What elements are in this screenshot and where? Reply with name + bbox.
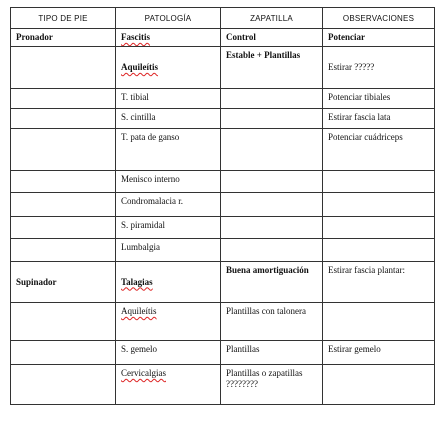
cell-patologia: T. pata de ganso bbox=[116, 129, 221, 171]
cell-tipo bbox=[11, 193, 116, 217]
cell-observaciones bbox=[323, 365, 435, 405]
cell-tipo bbox=[11, 129, 116, 171]
cell-zapatilla: Plantillas con talonera bbox=[221, 303, 323, 341]
cell-zapatilla: Plantillas bbox=[221, 341, 323, 365]
header-tipo-de-pie: TIPO DE PIE bbox=[11, 8, 116, 29]
cell-zapatilla bbox=[221, 217, 323, 239]
cell-zapatilla bbox=[221, 193, 323, 217]
cell-tipo bbox=[11, 303, 116, 341]
cell-observaciones: Estirar fascia lata bbox=[323, 109, 435, 129]
cell-observaciones bbox=[323, 303, 435, 341]
cell-tipo bbox=[11, 365, 116, 405]
table-row bbox=[11, 29, 435, 47]
cell-patologia: Aquileítis bbox=[121, 62, 159, 72]
cell-observaciones: Estirar fascia plantar: bbox=[323, 262, 435, 303]
table-row bbox=[11, 239, 435, 262]
cell-zapatilla: Control bbox=[221, 29, 323, 47]
cell-observaciones: Potenciar bbox=[323, 29, 435, 47]
table-row bbox=[11, 193, 435, 217]
cell-patologia: S. gemelo bbox=[116, 341, 221, 365]
table-row bbox=[11, 262, 435, 303]
header-zapatilla: ZAPATILLA bbox=[221, 8, 323, 29]
cell-tipo bbox=[11, 171, 116, 193]
cell-observaciones: Estirar ????? bbox=[323, 47, 435, 89]
cell-tipo bbox=[11, 341, 116, 365]
cell-patologia: Talagias bbox=[121, 276, 153, 287]
cell-patologia: T. tibial bbox=[116, 89, 221, 109]
cell-zapatilla bbox=[221, 89, 323, 109]
table-row bbox=[11, 171, 435, 193]
header-patologia: PATOLOGÍA bbox=[116, 8, 221, 29]
header-row bbox=[11, 8, 435, 29]
cell-zapatilla: Buena amortiguación bbox=[221, 262, 323, 303]
cell-patologia: Lumbalgia bbox=[116, 239, 221, 262]
cell-zapatilla: Plantillas o zapatillas ???????? bbox=[221, 365, 323, 405]
table-row bbox=[11, 129, 435, 171]
cell-tipo: Pronador bbox=[11, 29, 116, 47]
cell-patologia: Aquileítis bbox=[121, 306, 157, 316]
cell-patologia: Cervicalgias bbox=[121, 368, 166, 378]
table-row bbox=[11, 47, 435, 89]
table-row bbox=[11, 217, 435, 239]
cell-observaciones bbox=[323, 239, 435, 262]
cell-zapatilla bbox=[221, 171, 323, 193]
cell-observaciones bbox=[323, 217, 435, 239]
table-row bbox=[11, 365, 435, 405]
cell-patologia: Condromalacia r. bbox=[116, 193, 221, 217]
cell-patologia: Fascitis bbox=[121, 32, 150, 42]
cell-observaciones bbox=[323, 171, 435, 193]
cell-patologia: Menisco interno bbox=[116, 171, 221, 193]
table-row bbox=[11, 109, 435, 129]
cell-tipo bbox=[11, 239, 116, 262]
cell-tipo: Supinador bbox=[11, 262, 116, 303]
cell-zapatilla: Estable + Plantillas bbox=[221, 47, 323, 89]
table-row bbox=[11, 341, 435, 365]
pathology-table bbox=[10, 7, 435, 405]
cell-observaciones: Potenciar tibiales bbox=[323, 89, 435, 109]
table-row bbox=[11, 89, 435, 109]
cell-tipo bbox=[11, 89, 116, 109]
table-row bbox=[11, 303, 435, 341]
cell-zapatilla bbox=[221, 239, 323, 262]
cell-tipo bbox=[11, 217, 116, 239]
cell-zapatilla bbox=[221, 109, 323, 129]
cell-zapatilla bbox=[221, 129, 323, 171]
cell-tipo bbox=[11, 47, 116, 89]
cell-patologia: S. piramidal bbox=[116, 217, 221, 239]
cell-tipo bbox=[11, 109, 116, 129]
cell-observaciones: Potenciar cuádriceps bbox=[323, 129, 435, 171]
cell-observaciones: Estirar gemelo bbox=[323, 341, 435, 365]
cell-observaciones bbox=[323, 193, 435, 217]
cell-patologia: S. cintilla bbox=[116, 109, 221, 129]
header-observaciones: OBSERVACIONES bbox=[323, 8, 435, 29]
